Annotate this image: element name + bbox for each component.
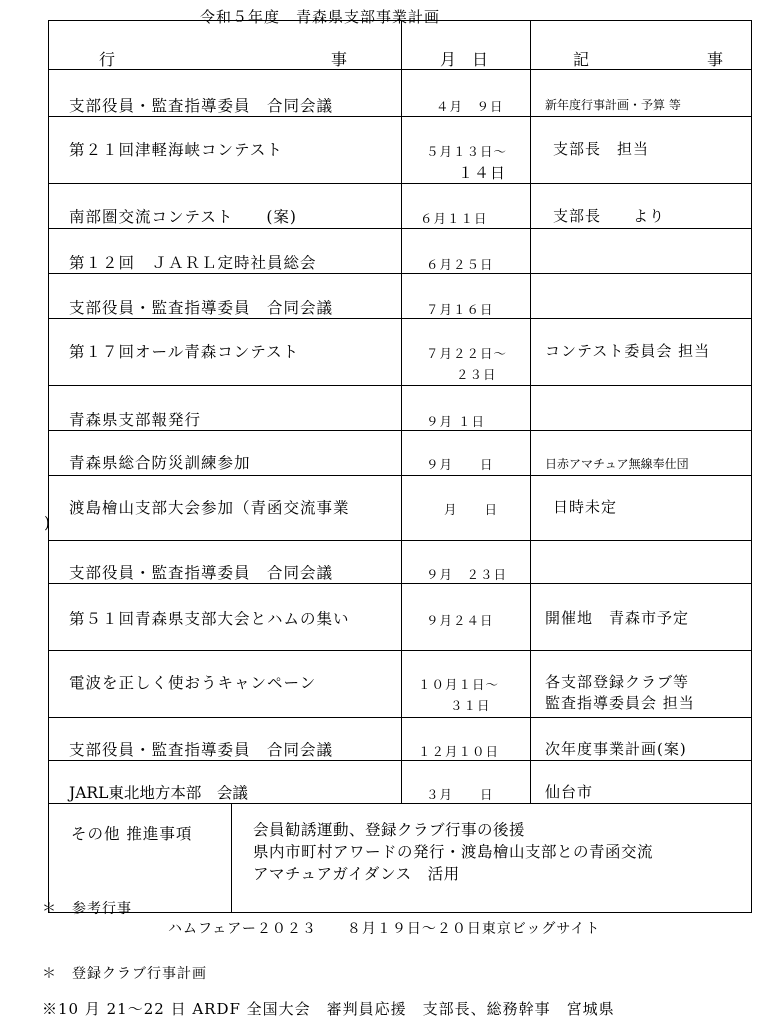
event-name: JARL東北地方本部 会議 [69,784,248,802]
event-note-2: 監査指導委員会 担当 [545,694,695,712]
event-name: 第２１回津軽海峡コンテスト [69,141,283,159]
event-date: ６月１１日 [420,211,488,226]
header-event-b: 事 [331,50,348,69]
event-date-end: １４日 [458,164,507,182]
event-date: ６月２５日 [426,257,494,272]
event-note: コンテスト委員会 担当 [545,342,711,360]
event-date: ７月２２日～ [426,346,508,361]
page-title: 令和５年度 青森県支部事業計画 [200,8,441,26]
table-row [49,718,752,761]
table-row [49,229,752,274]
table-row [49,70,752,117]
table-row [49,117,752,184]
club-item: ※10 月 21～22 日 ARDF 全国大会 審判員応援 支部長、総務幹事 宮城県 [42,1000,615,1018]
header-note-b: 事 [707,50,724,69]
event-name: 支部役員・監査指導委員 合同会議 [69,299,334,317]
other-label: その他 推進事項 [71,825,193,843]
table-row [49,584,752,651]
event-name: 支部役員・監査指導委員 合同会議 [69,741,334,759]
plan-table [44,20,752,913]
table-row [49,761,752,804]
event-date: １２月１０日 [418,744,500,759]
other-line: 会員勧誘運動、登録クラブ行事の後援 [253,821,526,839]
event-name: 支部役員・監査指導委員 合同会議 [69,97,334,115]
event-date: ９月 １日 [426,414,485,429]
header-date: 月 日 [440,50,489,69]
reference-item: ハムフェアー２０２３ ８月１９日～２０日東京ビッグサイト [168,921,601,937]
event-name: 青森県総合防災訓練参加 [69,454,251,472]
event-date: ７月１６日 [426,302,494,317]
event-note: 開催地 青森市予定 [545,609,690,627]
event-name-tail: ) [44,514,51,532]
event-note: 各支部登録クラブ等 [545,673,690,691]
table-row [49,386,752,431]
table-row [49,184,752,229]
event-date: ５月１３日～ [426,144,508,159]
event-name: 支部役員・監査指導委員 合同会議 [69,564,334,582]
other-items-row [49,804,752,913]
event-name: 第５１回青森県支部大会とハムの集い [69,610,350,628]
event-date: ９月 日 [426,457,494,472]
table-row [49,476,752,541]
other-divider [231,804,232,912]
event-name: 青森県支部報発行 [69,411,202,429]
table-row [49,319,752,386]
event-date-end: ２３日 [456,367,497,382]
event-note: 日時未定 [553,498,618,516]
event-name: 渡島檜山支部大会参加（青函交流事業 [69,499,350,517]
other-line: 県内市町村アワードの発行・渡島檜山支部との青函交流 [253,843,654,861]
table-row [49,541,752,584]
event-note: 新年度行事計画・予算 等 [545,98,681,112]
event-name: 第１７回オール青森コンテスト [69,343,300,361]
event-note: 次年度事業計画(案) [545,740,687,758]
other-line: アマチュアガイダンス 活用 [253,865,460,883]
event-note: 支部長 より [553,207,666,225]
table-row [49,274,752,319]
event-date: ９月２４日 [426,613,494,628]
reference-heading: ＊ 参考行事 [42,901,132,917]
event-name: 電波を正しく使おうキャンペーン [69,674,317,692]
event-name: 第１２回 ＪＡＲＬ定時社員総会 [69,254,317,272]
event-note: 日赤アマチュア無線奉仕団 [545,457,689,471]
header-event-a: 行 [99,50,116,69]
event-name: 南部圏交流コンテスト (案) [69,208,297,226]
event-date: ９月 ２３日 [426,567,508,582]
event-note: 支部長 担当 [553,140,650,158]
event-date: ４月 ９日 [436,99,504,114]
event-date: ３月 日 [426,787,494,802]
event-date: 月 日 [444,502,499,517]
table-row [49,651,752,718]
event-date-end: ３１日 [450,698,491,713]
event-date: １０月１日～ [418,677,500,692]
club-heading: ＊ 登録クラブ行事計画 [42,966,207,982]
header-note-a: 記 [573,50,590,69]
event-note: 仙台市 [545,783,594,801]
table-row [49,431,752,476]
